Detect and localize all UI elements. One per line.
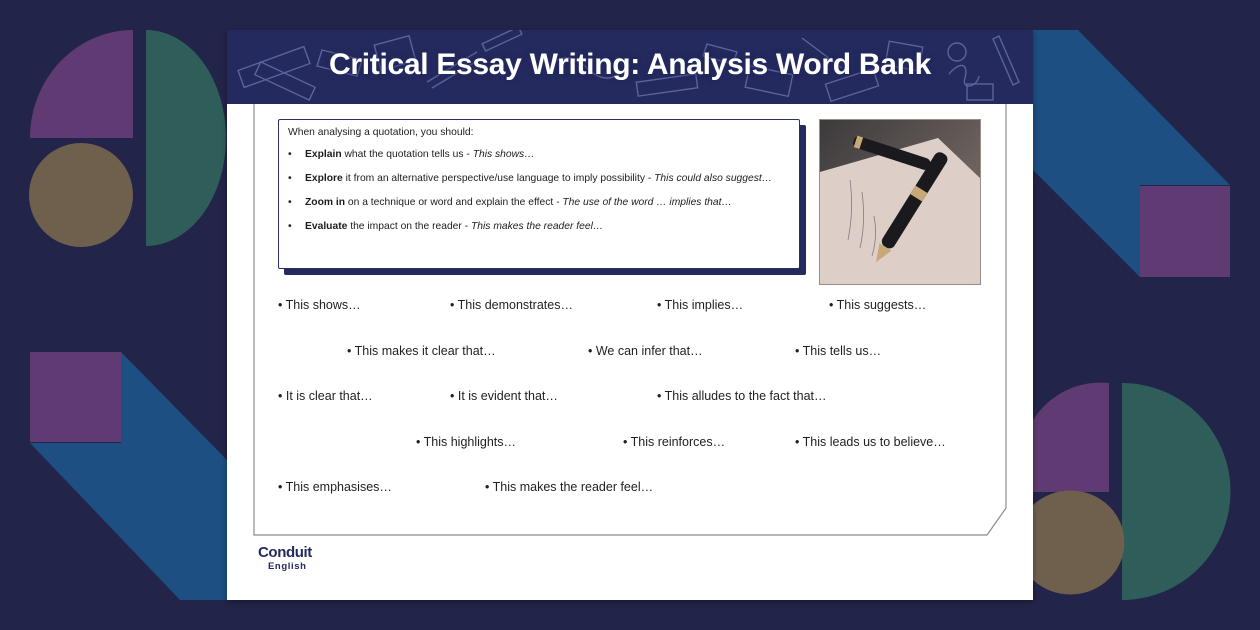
bg-green-half-circle-right	[1122, 383, 1231, 600]
bg-purple-quarter-circle-right	[1033, 383, 1109, 492]
phrase: • This suggests…	[829, 298, 927, 312]
content-frame	[227, 30, 1033, 600]
bullet-icon: •	[288, 173, 292, 184]
conduit-logo: Conduit	[258, 544, 312, 561]
bullet-icon: •	[288, 149, 292, 160]
bg-tan-circle	[29, 143, 133, 247]
tip-bold: Evaluate	[305, 221, 348, 232]
tip-zoom-in	[288, 196, 789, 210]
phrase: • This tells us…	[795, 344, 882, 358]
fountain-pen-photo	[819, 119, 981, 285]
tip-bold: Explore	[305, 173, 343, 184]
bg-tan-circle-right	[1033, 491, 1124, 595]
fountain-pen-icon	[820, 120, 981, 285]
phrase: • This highlights…	[416, 435, 517, 449]
tip-text: it from an alternative perspective/use language to imply possibility -	[342, 173, 655, 184]
phrase: • It is clear that…	[278, 389, 373, 403]
tip-example: This could also suggest…	[654, 173, 773, 184]
page-title: Critical Essay Writing: Analysis Word Bank	[328, 48, 932, 81]
phrase: • It is evident that…	[450, 389, 558, 403]
phrase: • This implies…	[657, 298, 744, 312]
bg-purple-quarter-circle	[30, 30, 133, 138]
worksheet	[227, 30, 1033, 600]
tip-evaluate	[288, 220, 789, 234]
phrase: • This emphasises…	[278, 480, 392, 494]
phrase: • We can infer that…	[588, 344, 703, 358]
tip-text: what the quotation tells us -	[341, 149, 473, 160]
tip-example: This shows…	[472, 149, 535, 160]
tip-explain	[288, 148, 789, 162]
phrase: • This demonstrates…	[450, 298, 573, 312]
tip-bold: Explain	[305, 149, 342, 160]
bullet-icon: •	[288, 197, 292, 208]
bg-purple-square-left	[30, 352, 121, 442]
bg-green-half-circle	[146, 30, 226, 246]
tip-example: The use of the word … implies that…	[562, 197, 732, 208]
phrase: • This shows…	[278, 298, 361, 312]
tip-example: This makes the reader feel…	[471, 221, 604, 232]
bg-purple-square-right	[1140, 186, 1230, 277]
tip-bold: Zoom in	[305, 197, 346, 208]
conduit-logo-subtitle: English	[268, 561, 307, 572]
phrase: • This makes it clear that…	[347, 344, 496, 358]
bullet-icon: •	[288, 221, 292, 232]
phrase: • This leads us to believe…	[795, 435, 946, 449]
tips-box	[278, 119, 800, 269]
phrase: • This alludes to the fact that…	[657, 389, 827, 403]
phrase: • This reinforces…	[623, 435, 726, 449]
tip-text: the impact on the reader -	[347, 221, 471, 232]
tip-text: on a technique or word and explain the effect -	[345, 197, 563, 208]
phrase: • This makes the reader feel…	[485, 480, 654, 494]
tips-heading: When analysing a quotation, you should:	[288, 127, 474, 138]
tip-explore	[288, 172, 789, 186]
tips-list	[288, 148, 789, 234]
